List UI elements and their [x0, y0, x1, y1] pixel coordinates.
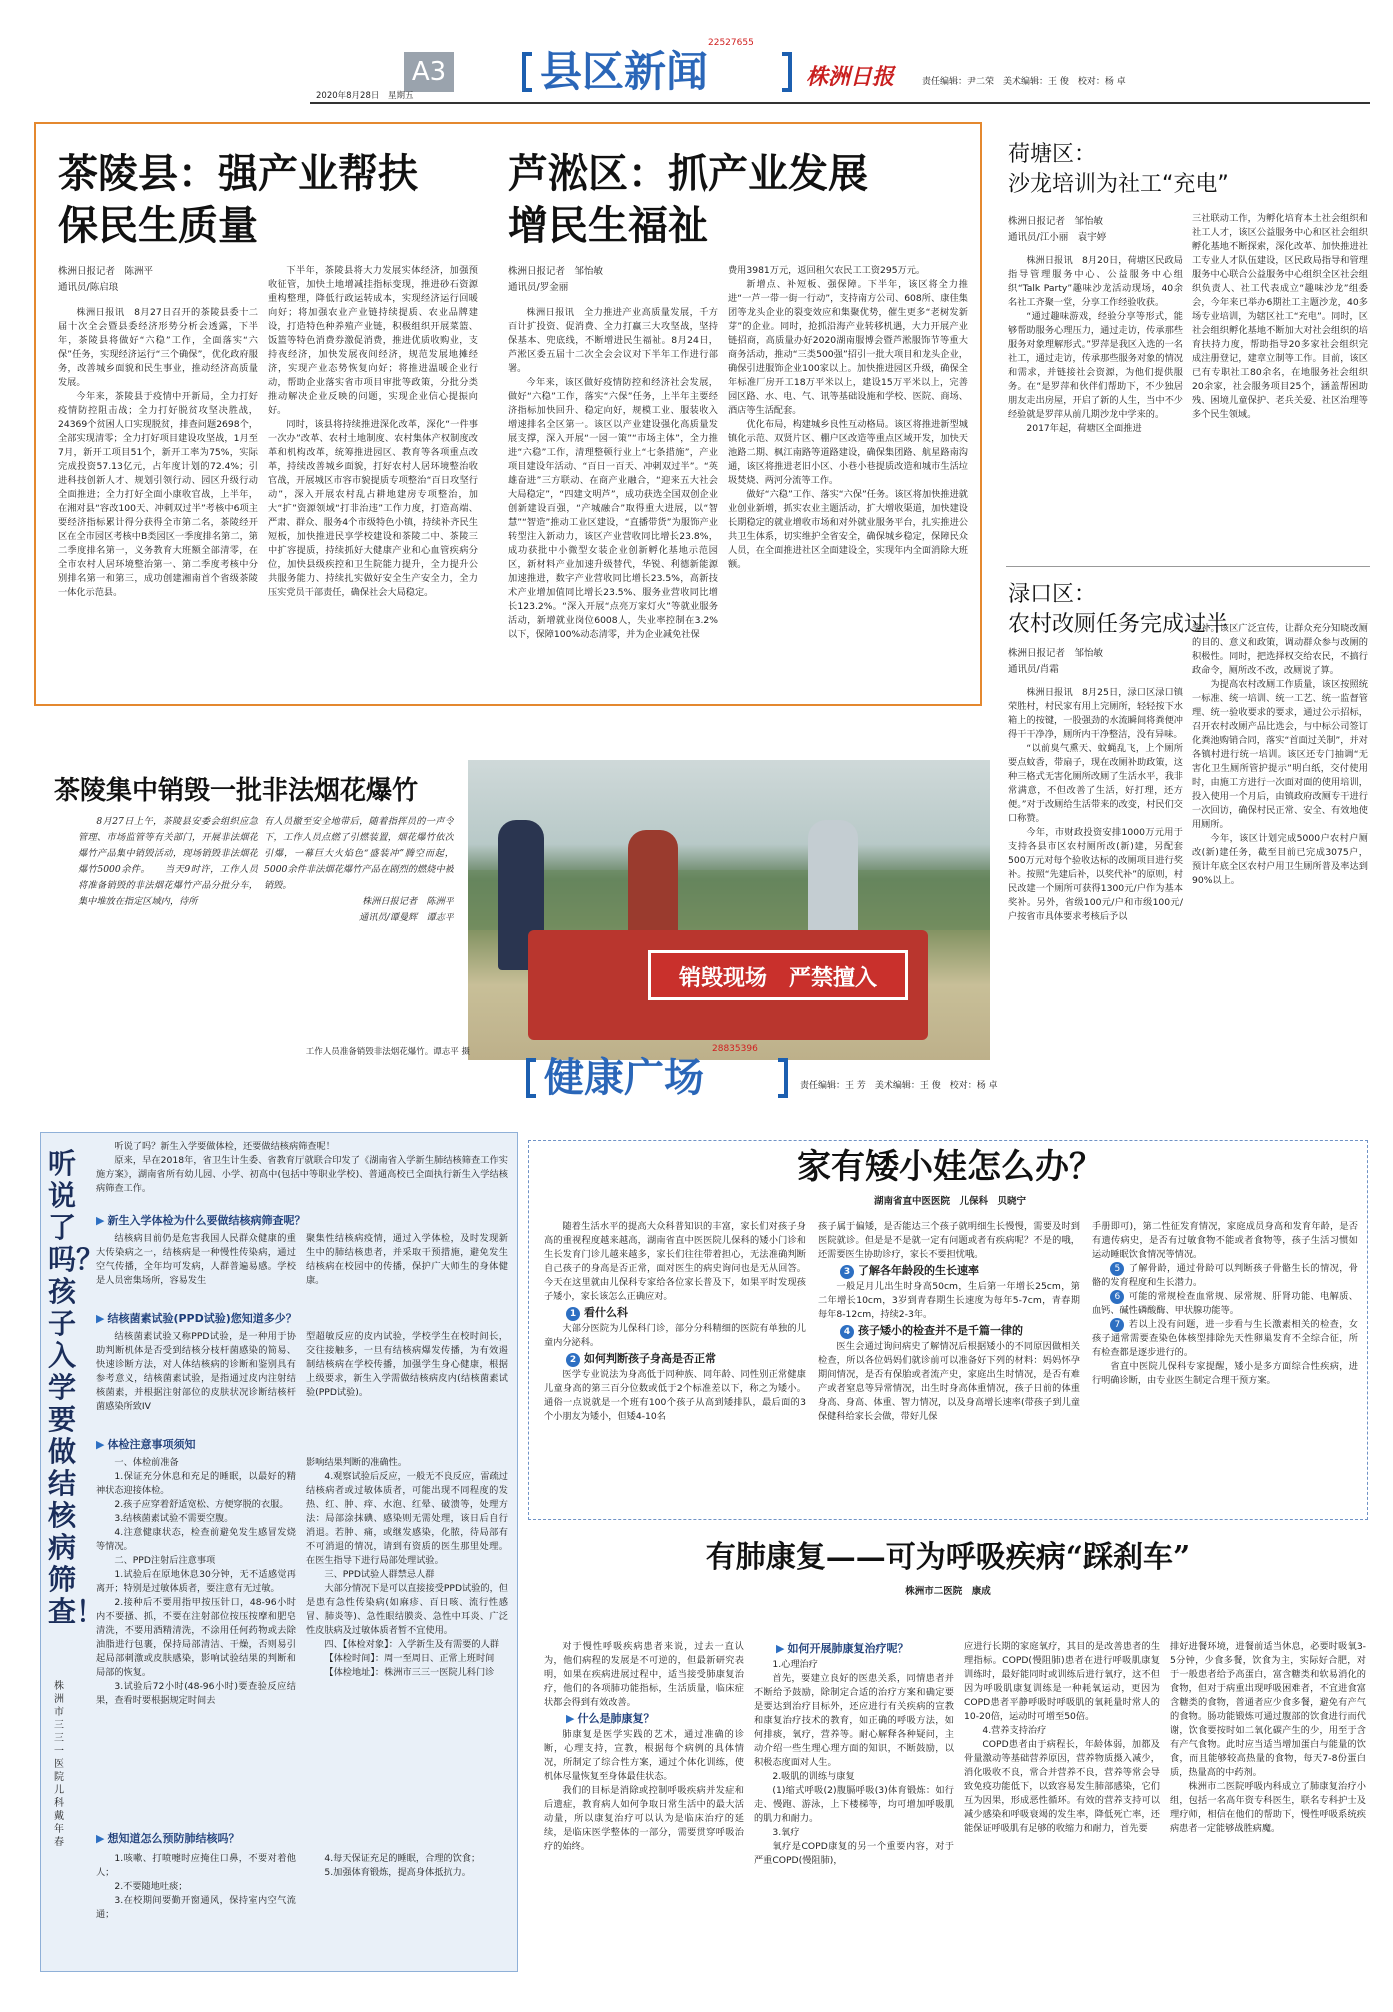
- headline-lusong: 芦淞区：抓产业发展 增民生福祉: [508, 151, 868, 249]
- sidebar-s2-right: 型超敏反应的皮内试验，学校学生在校时间长，交往接触多，一旦有结核病爆发传播，为有效遏制结核病在学校传播，加强学生身心健康，根据上级要求，新生入学需做结核病皮内(结核菌素试验(PPD试验)。: [306, 1331, 508, 1398]
- byline-short-kids: 湖南省直中医医院 儿保科 贝晓宁: [873, 1196, 1026, 1207]
- divider: [1006, 566, 1370, 567]
- sidebar-s4-left: 1.咳嗽、打喷嚏时应掩住口鼻，不要对着他人； 2.不要随地吐痰； 3.在校期间要勤开窗通风，保持室内空气流通；: [96, 1853, 296, 1920]
- headline-lukou: 渌口区： 农村改厕任务完成过半: [1008, 582, 1229, 637]
- headline-short-kids: 家有矮小娃怎么办？: [797, 1147, 1103, 1187]
- byline-lusong: 株洲日报记者 邹怡敏 通讯员/罗金丽: [508, 266, 604, 293]
- article-lung-rehab-col3: 应进行长期的家庭氧疗，其目的是改善患者的生理指标。COPD(慢阻肺)患者在进行呼吸肌康复训练时，最好能同时或训练后进行氧疗，这不但因为呼吸肌康复训练是一种耗氧运动，更因为COPD患者平静呼吸时呼吸肌的氧耗量时常人的10-20倍，运动时可增至50倍。 4.营养支持治疗 COPD患者由于病程长，年龄体弱，加都及骨量激动等基础营养原因，营养物质摄入减少，消化吸收不良，常合并营养不良，营养等常会导致免疫功能低下，以致容易发生肺部感染，它们互为因果，形成恶性循环。有效的营养支持可以减少感染和呼吸衰竭的发生率，降低死亡率，还能保证呼吸肌有足够的收缩力和耐力，首先要: [964, 1641, 1160, 1834]
- article-fireworks-col1: 8月27日上午，茶陵县安委会组织应急管理、市场监管等有关部门，开展非法烟花爆竹产品集中销毁活动，现场销毁非法烟花爆竹5000余件。 当天9时许，工作人员将准备销毁的非法烟花爆竹产品分批分车，集中堆放在指定区域内，待所: [78, 816, 258, 907]
- page-number: A3: [404, 52, 454, 92]
- issue-weekday: 星期五: [388, 91, 414, 101]
- article-short-kids-col3: 手册即可)，第二性征发育情况，家庭成员身高和发育年龄，是否有遗传病史，是否有过敏食物不能或者食物等，孩子生活习惯如运动睡眠饮食情况等情况。 5 了解骨龄，通过骨龄可以判断孩子骨骼生长的情况，骨骼的发育程度和生长潜力。 6 可能的常规检查血常规、尿常规、肝肾功能、电解质、血钙、碱性磷酸酶、甲状腺功能等。 7 若以上没有问题，进一步看与生长激素相关的检查，女孩子通常需要查染色体核型排除先天性卵巢发育不全综合征，所有检查都是逐步进行的。 省直中医院儿保科专家提醒，矮小是多方面综合性疾病，进行明确诊断，由专业医生制定合理干预方案。: [1092, 1221, 1358, 1386]
- sidebar-heading-1: ▶ 新生入学体检为什么要做结核病筛查呢？: [96, 1214, 306, 1227]
- warning-banner: 销毁现场 严禁擅入: [648, 950, 908, 1000]
- article-lung-rehab-col2: ▶ 如何开展肺康复治疗呢？ 1.心理治疗 首先，要建立良好的医患关系，同情患者并不断给予鼓励，除制定合适的治疗方案和确定要是要达到治疗目标外，还应进行有关疾病的宣教和康复治疗技术的教育，如正确的呼吸方法，如何排痰，氧疗，营养等。耐心解释各种疑问，主动介绍一些生理心理方面的知识，不断鼓励，以积极态度面对人生。 2.吸肌的训练与康复 (1)缩式呼吸(2)腹膈呼吸(3)体育锻炼：如行走、慢跑、游泳，上下楼梯等，均可增加呼吸肌的肌力和耐力。 3.氧疗 氧疗是COPD康复的另一个重要内容，对于严重COPD(慢阻肺)，: [754, 1642, 954, 1866]
- editor-credits: 责任编辑：王 芳 美术编辑：王 俊 校对：杨 卓: [800, 1081, 998, 1091]
- sidebar-s1-left: 结核病目前仍是危害我国人民群众健康的重大传染病之一，结核病是一种慢性传染病，通过空气传播，全年均可发病，人群普遍易感。学校是人员密集场所，容易发生: [96, 1233, 296, 1286]
- hotline-number: 28835396: [712, 1044, 758, 1054]
- header-rule: [310, 102, 1370, 104]
- column-title-county-news: 县区新闻: [540, 47, 709, 96]
- sidebar-s1-right: 聚集性结核病疫情，通过入学体检，及时发现新生中的肺结核患者，并采取干预措施，避免发生结核病在校园中的传播，保护广大师生的身体健康。: [306, 1233, 508, 1286]
- column-mark: [522, 52, 532, 92]
- column-mark: [778, 1058, 788, 1098]
- byline-lukou: 株洲日报记者 邹怡敏 通讯员/肖霜: [1008, 648, 1104, 675]
- article-hetang-col2: 三社联动工作，为孵化培育本土社会组织和社工人才，该区公益服务中心和区社会组织孵化基地不断探索，深化改革、加快推进社工专业人才队伍建设，区民政局指导和管理服务中心联合公益服务中心组织全区社会组织负责人、社工代表成立“趣味沙龙”组委会，今年来已举办6期社工主题沙龙，40多场专业培训，为辖区社工“充电”。同时，区社会组织孵化基地不断加大对社会组织的培育扶持力度，帮助指导20多家社会组织完成注册登记，建章立制等工作。目前，该区已有专职社工80余名，在地服务社会组织20余家，社会服务项目25个，涵盖帮困助残、困境儿童保护、老兵关爱、社区治理等多个民生领域。: [1192, 213, 1368, 420]
- newspaper-logo: 株洲日报: [806, 64, 895, 90]
- sidebar-heading-2: ▶ 结核菌素试验(PPD试验)您知道多少？: [96, 1312, 297, 1325]
- sidebar-heading-4: ▶ 想知道怎么预防肺结核吗？: [96, 1832, 240, 1845]
- byline-chaling: 株洲日报记者 陈洲平 通讯员/陈启琅: [58, 266, 154, 293]
- article-lung-rehab-col4: 排好进餐环境，进餐前适当休息，必要时吸氧3-5分钟，少食多餐，饮食为主，实际好合肥，对于一般患者给予高蛋白，富含糖类和软易消化的食物，但对于病重出现呼吸困难者，不宜进食富含糖类的食物，普通者应少食多餐，避免有产气的食物。肠功能锻炼可通过腹部的饮食进行而代谢，饮食要按时如二氧化碳产生的少，用至于含有产气食物。此时应当适当增加蛋白与能量的饮食，而且能够较高热量的食物，每天7-8份蛋白质，热量高的中药剂。 株洲市二医院呼吸内科成立了肺康复治疗小组，包括一名高年资专科医生，联名专科护士及理疗师，相信在他们的帮助下，慢性呼吸系统疾病患者一定能够战胜病魔。: [1170, 1641, 1366, 1834]
- sidebar-s2-left: 结核菌素试验又称PPD试验，是一种用于协助判断机体是否受到结核分枝杆菌感染的简易、快速诊断方法，对人体结核病的诊断和鉴别具有参考意义，结核菌素试验，是指通过皮内注射结核菌素，并根据注射部位的皮肤状况诊断结核杆菌感染所致IV: [96, 1331, 296, 1412]
- article-chaling-col2: 下半年，茶陵县将大力发展实体经济，加强预收征管，加快土地增减挂指标变现，推进砂石资源重构整理，降低行政运转成本，实现经济运行回暖向好；将加强农业产业链持续提质、农业品牌建设，打造特色种养殖产业链，积极组织开展菜篮、饭篮等特色消费券激促消费，推进优质收购业，支持夜经济，加快发展夜间经济，规范发展地摊经济，实现产业态势恢复向好；将推进温暖企业行动，帮助企业落实省市项目审批等政策，分批分类推动解决企业反映的问题，实现企业信心提振向好。 同时，该县将持续推进深化改革，深化“一件事一次办”改革、农村土地制度、农村集体产权制度改革和机构改革，统筹推进园区、教育等各项重点改革，持续改善城乡面貌，打好农村人居环境整治收官战，开展城区市容市貌提质专项整治“百日攻坚行动”，深入开展农村乱占耕地建房专项整治，加大“扩”资源领域“打非治违”工作力度，打造高端、严肃、群众、服务4个市级特色小镇，持续补齐民生短板，加快推进民享学校建设和茶陵二中、茶陵三中扩容提质，持续抓好大健康产业和心血管疾病分位，加快县级疾控和卫生院能力提升，全力提升公共服务能力、持续扎实做好安全生产安全力，全力压实党员干部责任，确保社会大局稳定。: [268, 265, 478, 598]
- article-lukou-col1: 株洲日报讯 8月25日，渌口区渌口镇荣胜村，村民家有用上完厕所，轻轻按下水箱上的按键，一股强劲的水流瞬间将粪便冲得干干净净，厕所内干净整洁，没有异味。 “以前臭气熏天、蚊蝇乱飞，上个厕所要点蚊香，带扇子，现在改厕补助政策，这种三格式无害化厕所改厕了生活水平，我非常满意，不但改善了生活，好打理，还方便。”对于改厕给生活带来的改变，村民们交口称赞。 今年，市财政投资安排1000万元用于支持各县市区农村厕所改(新)建，另配套500万元对每个验收达标的改厕项目进行奖补。按照“先建后补，以奖代补”的原则，村民改建一个厕所可获得1300元/户作为基本奖补。另外，省级100元/户和市级100元/户按省市具体要求考核后予以: [1008, 687, 1183, 922]
- byline-lung-rehab: 株洲市二医院 康成: [905, 1586, 991, 1597]
- article-lukou-col2: 奖补。该区广泛宣传，让群众充分知晓改厕的目的、意义和政策，调动群众参与改厕的积极性。同时，把选择权交给农民，不搞行政命令，厕所改不改，改厕说了算。 为提高农村改厕工作质量，该区按照统一标准、统一培训、统一工艺、统一监督管理、统一验收要求的要求，通过公示招标，召开农村改厕产品比选会，与中标公司签订化粪池购销合同，落实“首面过关制”，并对各镇村进行统一培训。该区还专门抽调“无害化卫生厕所管护提示”明白纸，交付使用时，由施工方进行一次面对面的使用培训，投入使用一个月后，由镇政府改厕专干进行一次回访，确保村民正常、安全、有效地使用厕所。 今年，该区计划完成5000户农村户厕改(新)建任务，截至目前已完成3075户，预计年底全区农村户用卫生厕所普及率达到90%以上。: [1192, 623, 1368, 886]
- hotline-number: 22527655: [708, 38, 754, 48]
- editor-credits: 责任编辑：尹二荣 美术编辑：王 俊 校对：杨 卓: [922, 77, 1126, 87]
- article-fireworks-col2: 有人员撤至安全地带后，随着指挥员的一声令下，工作人员点燃了引燃装置，烟花爆竹依次引爆，一幕巨大火焰色“盛装冲”腾空而起，5000余件非法烟花爆竹产品在剧烈的燃烧中被销毁。 株洲日报记者 陈洲平 通讯员/谭曼辉 谭志平: [264, 816, 454, 923]
- article-lusong-col2: 费用3981万元，返回租欠农民工工资295万元。 新增点、补短板、强保障。下半年，该区将全力推进“一芦一带一街一行动”，支持南方公司、608所、康佳集团等龙头企业的裂变效应和集聚优势，催生更多“老树发新芽”的企业。同时，抢抓沿海产业转移机遇，大力开展产业链招商，高质量办好2020湖南服博会暨芦淞服饰节等重大商务活动，推动“三类500强”招引一批大项目和龙头企业，确保引进服饰企业100家以上。加快推进园区升级，确保全年标准厂房开工18万平米以上，建设15万平米以上，完善园区路、水、电、气、讯等基础设施和学校、医院、商场、酒店等生活配套。 优化布局，构建城乡良性互动格局。该区将推进新型城镇化示范、双贤片区、棚户区改造等重点区域开发，加快天池路二期、枫江南路等道路建设，确保集团路、航星路南沟通，该区将推进老旧小区、小巷小巷提质改造和城市生活垃圾焚烧、两河分流等工作。 做好“六稳”工作、落实“六保”任务。该区将加快推进就业创业新增，抓实农业主题活动，扩大增收渠道，加快建设长期稳定的就业增收市场和对外就业服务平台，扎实推进公共卫生体系，切实维护全省安全，确保城乡稳定，保障民众人员，在全面推进社区全面建设全，实现年内全面消除大班额。: [728, 265, 968, 570]
- headline-lung-rehab: 有肺康复——可为呼吸疾病“踩刹车”: [705, 1540, 1191, 1575]
- sidebar-s3-left: 一、体检前准备 1.保证充分休息和充足的睡眠，以最好的精神状态迎接体检。 2.孩子应穿着舒适宽松、方便穿脱的衣服。 3.结核菌素试验不需要空腹。 4.注意健康状态，检查前避免发生感冒发烧等情况。 二、PPD注射后注意事项 1.试验后在原地休息30分钟，无不适感觉再离开；特别是过敏体质者，要注意有无过敏。 2.接种后不要用指甲按压针口，48-96小时内不要搔、抓，不要在注射部位按压按摩和肥皂清洗，不要用酒精清洗，不涂用任何药物或去除油脂进行包裹，保持局部清洁、干燥，否则易引起局部刺激或皮肤感染，影响试验结果的判断和局部的恢复。 3.试验后72小时(48-96小时)要查验反应结果，查看时要根据规定时间去: [96, 1457, 296, 1706]
- photo-fireworks-destruction: [468, 760, 990, 1060]
- sidebar-author: 株洲市三三一医院 儿科 戴年春: [54, 1681, 74, 1848]
- headline-hetang: 荷塘区： 沙龙培训为社工“充电”: [1008, 142, 1229, 197]
- issue-date: 2020年8月28日: [316, 91, 380, 101]
- column-title-health: 健康广场: [544, 1054, 704, 1101]
- article-lung-rehab-col1: 对于慢性呼吸疾病患者来说，过去一直认为，他们病程的发展是不可逆的，但最新研究表明，如果在疾病进展过程中，适当接受肺康复治疗，他们的各项肺功能指标，生活质量，临床症状都会得到有效改善。 ▶ 什么是肺康复？ 肺康复是医学实践的艺术，通过准确的诊断，心理支持，宣教，根据每个病例的具体情况，所制定了综合性方案，通过个体化训练，使机体尽量恢复至身体最佳状态。 我们的目标是消除或控制呼吸疾病并发症和后遗症，教育病人如何争取日常生活中的最大活动量，所以康复治疗可以认为是临床治疗的延续，是临床医学整体的一部分，需要贯穿呼吸治疗的始终。: [544, 1641, 744, 1852]
- sidebar-heading-3: ▶ 体检注意事项须知: [96, 1438, 196, 1451]
- sidebar-s3-right: 影响结果判断的准确性。 4.观察试验后反应，一般无不良反应，雷疏过结核病者或过敏体质者，可能出现不同程度的发热、红、肿、痒、水泡、红晕、破溃等，处理方法：局部涂抹碘、感染则无需处理，该日后自行消退。若肿、痛，或继发感染，化脓，待局部有不可消退的情况，请到有资质的医生那里处理。在医生指导下进行局部处理试验。 三、PPD试验人群禁忌人群 大部分情况下是可以直接接受PPD试验的，但是患有急性传染病(如麻疹、百日咳、流行性感冒、肺炎等)、急性眼结膜炎、急性中耳炎、广泛性皮肤病及过敏体质者暂不宜使用。 四、【体检对象】：入学新生及有需要的人群 【体检时间】：周一至周日、正常上班时间 【体检地址】：株洲市三三一医院儿科门诊: [306, 1457, 508, 1678]
- article-lusong-col1: 株洲日报讯 全力推进产业高质量发展，千方百计扩投资、促消费、全力打赢三大攻坚战，坚持保基本、兜底线，不断增进民生福祉。8月24日，芦淞区委五届十二次全会会议对下半年工作进行部署。 今年来，该区做好疫情防控和经济社会发展，做好“六稳”工作，落实“六保”任务，上半年主要经济指标加快回升、稳定向好，规模工业、服装收入增速排名全区第一。该区以产业建设强化高质量发展支撑，深入开展“一园一策”“市场主体”，全力推进“六稳”工作，清理整顿行业上“七条措施”，产业项目建设年活动、“百日一百天、冲刺双过半”。“英雄奋进”三方联动、在商产业融合，“迎来五大社会大局稳定”，“四建文明芦”，成功获选全国双创企业创新建设百强，“产城融合”取得重大进展，以“智慧”“智造”推动工业区建设，“直播带货”为服饰产业转型注入新动力，该区产业营收同比增长23.8%，成功获批中小微型女装企业创新孵化基地示范园区，新材料产业加速升级替代，华锐、利德新能源加速推进，数字产业营收同比增长23.5%，高新技术产业增加值同比增长23.5%、服务业营收同比增长123.2%。“深入开展“点亮万家灯火”等就业服务活动，新增就业岗位6008人，失业率控制在3.2%以下，保障100%动态清零，并为企业减免社保: [508, 307, 718, 640]
- photo-caption: 工作人员准备销毁非法烟花爆竹。谭志平 摄: [305, 1047, 470, 1057]
- sidebar-s4-right: 4.每天保证充足的睡眠，合理的饮食； 5.加强体育锻炼，提高身体抵抗力。: [324, 1853, 481, 1878]
- article-short-kids-col2: 孩子属于偏矮，是否能达三个孩子就明细生长慢慢，需要及时到医院就诊。但是是不是就一定有问题或者有疾病呢？不是的哦，还需要医生协助诊疗，家长不要担忧哦。 3 了解各年龄段的生长速率 一般足月儿出生时身高50cm，生后第一年增长25cm，第二年增长10cm，3岁到青春期生长速度为每年5-7cm，青春期每年8-12cm，持续2-3年。 4 孩子矮小的检查并不是千篇一律的 医生会通过询问病史了解情况后根据矮小的不同原因做相关检查，所以各位妈妈们就诊前可以准备好下列的材料：妈妈怀孕期间情况，是否有保胎或者流产史，家庭出生时情况，是否有难产或者窒息等异常情况，出生时身高体重情况，孩子日前的体重身高、身高、体重、智力情况，以及身高增长速率(带孩子到儿童保健科给家长会做，带好儿保: [818, 1221, 1080, 1422]
- headline-chaling: 茶陵县：强产业帮扶 保民生质量: [58, 151, 418, 249]
- column-mark: [782, 52, 792, 92]
- article-chaling-col1: 株洲日报讯 8月27日召开的茶陵县委十二届十次全会暨县委经济形势分析会透露，下半年，茶陵县将做好“六稳”工作，全面落实“六保”任务，实现经济运行“三个确保”，优化政府服务，改善城乡面貌和民生事业，推动经济高质量发展。 今年来，茶陵县于疫情中开新局，全力打好疫情防控阻击战；全力打好脱贫攻坚决胜战，24369个贫困人口实现脱贫，排查问题2698个，全部实现清零；全力打好项目建设攻坚战，1月至7月，新开工项目51个，新开工率为75%，实际完成投资57.13亿元，占年度计划的72.4%；引进科技创新人才、规划引领行动、园区升级行动全面推进；全力打好全面小康收官战，上半年，在湘对县“容改100天、冲刺双过半”考核中6项主要经济指标累计得分获得全市第二名，茶陵经开区在全市园区考核中B类园区一季度排名第二，第二季度排名第一，义务教育大班额全部清零，在全市农村人居环境整治第一、第二季度考核中分别排名第一和第三，成功创建湘南首个省级茶陵一体化示范县。: [58, 307, 258, 598]
- sidebar-title: 听说了吗？孩子入学要做结核病筛查！: [48, 1147, 105, 1628]
- article-short-kids-col1: 随着生活水平的提高大众科普知识的丰富，家长们对孩子身高的重视程度越来越高，湖南省直中医医院儿保科的矮小门诊和生长发育门诊儿越来越多，家长们往往带着担心，无法准确判断自己孩子的身高是否正常，面对医生的病史询问也是无从回答。今天在这里就由儿保科专家给各位家长普及下，如果平时发现孩子矮小，家长该怎么正确应对。 1 看什么科 大部分医院为儿保科门诊，部分分科精细的医院有单独的儿童内分泌科。 2 如何判断孩子身高是否正常 医学专业说法为身高低于同种族、同年龄、同性别正常健康儿童身高的第三百分位数或低于2个标准差以下，称之为矮小。通俗一点说就是一个班有100个孩子从高到矮排队，最后面的3个小朋友为矮小，但矮4-10名: [544, 1221, 806, 1422]
- headline-fireworks: 茶陵集中销毁一批非法烟花爆竹: [54, 776, 419, 806]
- sidebar-intro: 听说了吗？新生入学要做体检，还要做结核病筛查呢！ 原来，早在2018年，省卫生计生委、省教育厅就联合印发了《湖南省入学新生肺结核筛查工作实施方案》，湖南省所有幼儿园、小学、初高中(包括中等职业学校)、普通高校已全面执行新生入学结核病筛查工作。: [96, 1141, 508, 1194]
- article-hetang-col1: 株洲日报讯 8月20日，荷塘区民政局指导管理服务中心、公益服务中心组织“Talk Party”趣味沙龙活动现场，40余名社工齐聚一堂，分享工作经验收获。 “通过趣味游戏，经验分享等形式，能够帮助服务心理压力，通过走访，传承那些服务对象理解形式。”罗萍是我区入选的一名社工，通过走访，传承那些服务对象的情况和需求，并链接社会资源，为他们提供服务。在“是罗萍和伙伴们帮助下，不少独居朋友走出房屋，开启了新的人生，当中不少经验就是罗萍从前几期沙龙中学来的。 2017年起，荷塘区全面推进: [1008, 255, 1183, 434]
- byline-hetang: 株洲日报记者 邹怡敏 通讯员/江小丽 袁宇婷: [1008, 216, 1107, 243]
- column-mark: [526, 1058, 536, 1098]
